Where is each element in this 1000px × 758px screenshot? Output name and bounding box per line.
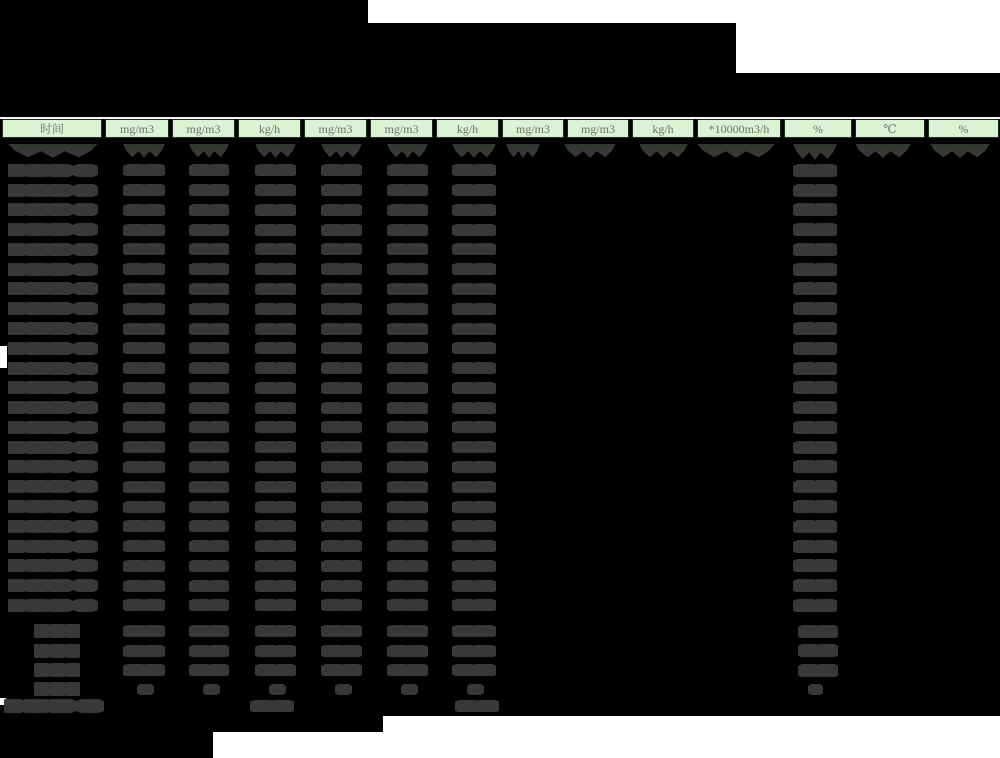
redacted-cell-text [123, 501, 165, 513]
redacted-cell-text [387, 243, 428, 255]
redacted-cell-text [255, 421, 296, 433]
redacted-cell-text [452, 303, 496, 315]
redacted-cell-text [189, 481, 229, 493]
redacted-cell-text [255, 283, 296, 295]
redacted-cell-text [793, 579, 837, 592]
redacted-cell-text [452, 224, 496, 236]
summary-row [0, 663, 1000, 683]
redacted-cell-text [506, 144, 540, 159]
table-row [0, 457, 1000, 477]
redacted-cell-text [930, 144, 990, 159]
redacted-cell-text [255, 501, 296, 513]
redacted-cell-text [255, 664, 296, 676]
redacted-cell-text [387, 599, 428, 611]
redacted-datetime [8, 243, 98, 256]
redacted-cell-text [189, 323, 229, 335]
redacted-cell-text [387, 441, 428, 453]
redacted-cell-text [321, 421, 362, 433]
header-cell-5: mg/m3 [370, 119, 433, 138]
header-cell-0: 时间 [2, 119, 102, 138]
table-row [0, 536, 1000, 556]
redacted-cell-text [452, 204, 496, 216]
redacted-cell-text [321, 204, 362, 216]
redacted-cell-text [798, 664, 838, 677]
redacted-cell-text [123, 303, 165, 315]
redacted-cell-text [321, 382, 362, 394]
header-cell-6: kg/h [436, 119, 499, 138]
redacted-cell-text [123, 540, 165, 552]
redacted-datetime [8, 322, 98, 335]
redacted-cell-text [189, 283, 229, 295]
redacted-cell-text [123, 184, 165, 196]
redacted-datetime [8, 421, 98, 434]
header-cell-10: *10000m3/h [697, 119, 781, 138]
redacted-cell-text [793, 342, 837, 355]
redacted-cell-text [189, 402, 229, 414]
redacted-cell-text [452, 263, 496, 275]
redacted-cell-text [123, 580, 165, 592]
redacted-cell-text [189, 645, 229, 657]
redacted-cell-text [387, 283, 428, 295]
redacted-cell-text [189, 501, 229, 513]
table-row [0, 200, 1000, 220]
redacted-cell-text [793, 599, 837, 612]
table-row [0, 378, 1000, 398]
redacted-cell-text [189, 461, 229, 473]
redacted-cell-text [123, 342, 165, 354]
table-row [0, 556, 1000, 576]
redacted-cell-text [255, 520, 296, 532]
redacted-cell-text [387, 144, 428, 159]
table-row [0, 516, 1000, 536]
header-cell-1: mg/m3 [105, 119, 169, 138]
redacted-cell-text [321, 323, 362, 335]
redacted-cell-text [321, 303, 362, 315]
redacted-cell-text [321, 362, 362, 374]
redacted-cell-text [189, 144, 229, 159]
redacted-cell-text [452, 625, 496, 637]
redacted-cell-text [255, 263, 296, 275]
redacted-cell-text [452, 184, 496, 196]
redacted-datetime [8, 460, 98, 473]
redacted-cell-text [123, 323, 165, 335]
redacted-cell-text [321, 263, 362, 275]
table-row [0, 497, 1000, 517]
redacted-datetime [8, 381, 98, 394]
redacted-cell-text [123, 283, 165, 295]
redacted-cell-text [123, 382, 165, 394]
redacted-cell-text [123, 645, 165, 657]
redacted-datetime [8, 520, 98, 533]
redacted-cell-text [189, 362, 229, 374]
redacted-cell-text [452, 520, 496, 532]
redacted-datetime [8, 282, 98, 295]
redacted-cell-text [321, 441, 362, 453]
redacted-datetime [8, 184, 98, 197]
redacted-cell-text [321, 144, 362, 159]
redacted-cell-text [697, 144, 775, 159]
redacted-cell-text [189, 243, 229, 255]
redacted-cell-text [387, 184, 428, 196]
redacted-cell-text [452, 283, 496, 295]
redacted-cell-text [793, 441, 837, 454]
redacted-cell-text [452, 402, 496, 414]
table-row [0, 299, 1000, 319]
redacted-cell-text [335, 684, 352, 695]
redacted-cell-text [255, 164, 296, 176]
redacted-summary-label [4, 699, 104, 713]
redacted-cell-text [189, 580, 229, 592]
header-cell-9: kg/h [632, 119, 694, 138]
redacted-cell-text [123, 362, 165, 374]
redacted-cell-text [255, 481, 296, 493]
redacted-cell-text [189, 342, 229, 354]
redacted-cell-text [123, 664, 165, 676]
redacted-cell-text [189, 382, 229, 394]
redacted-cell-text [793, 381, 837, 394]
redacted-cell-text [855, 144, 911, 159]
redacted-cell-text [255, 362, 296, 374]
redacted-cell-text [387, 560, 428, 572]
redacted-datetime [8, 164, 98, 177]
redacted-cell-text [793, 223, 837, 236]
redacted-cell-text [189, 421, 229, 433]
redacted-cell-text [793, 243, 837, 256]
redacted-cell-text [387, 461, 428, 473]
redacted-cell-text [123, 560, 165, 572]
redacted-cell-text [255, 461, 296, 473]
redacted-cell-text [189, 560, 229, 572]
redacted-cell-text [255, 303, 296, 315]
redacted-cell-text [321, 520, 362, 532]
redacted-cell-text [452, 560, 496, 572]
redacted-cell-text [387, 204, 428, 216]
redacted-cell-text [321, 224, 362, 236]
redacted-cell-text [452, 164, 496, 176]
redacted-cell-text [123, 625, 165, 637]
redacted-datetime [8, 579, 98, 592]
redacted-datetime [8, 599, 98, 612]
redacted-cell-text [793, 164, 837, 177]
redacted-cell-text [189, 540, 229, 552]
redacted-cell-text [793, 500, 837, 513]
table-row [0, 141, 1000, 161]
redacted-cell-text [452, 421, 496, 433]
redacted-cell-text [123, 481, 165, 493]
redacted-datetime [8, 559, 98, 572]
redacted-cell-text [793, 421, 837, 434]
redacted-cell-text [123, 164, 165, 176]
redacted-cell-text [452, 144, 496, 159]
redacted-cell-text [203, 684, 220, 695]
redacted-cell-text [793, 559, 837, 572]
header-cell-8: mg/m3 [567, 119, 629, 138]
redacted-cell-text [387, 625, 428, 637]
header-cell-3: kg/h [238, 119, 301, 138]
redacted-cell-text [123, 263, 165, 275]
redacted-datetime [8, 223, 98, 236]
redacted-cell-text [189, 625, 229, 637]
redacted-cell-text [387, 580, 428, 592]
redacted-cell-text [189, 204, 229, 216]
redacted-cell-text [321, 283, 362, 295]
redacted-cell-text [321, 625, 362, 637]
table-row [0, 398, 1000, 418]
redacted-cell-text [255, 599, 296, 611]
redacted-cell-text [793, 460, 837, 473]
redacted-cell-text [452, 540, 496, 552]
redacted-cell-text [189, 664, 229, 676]
redacted-cell-text [387, 520, 428, 532]
redacted-datetime [8, 441, 98, 454]
redacted-cell-text [123, 520, 165, 532]
table-row [0, 259, 1000, 279]
table-row [0, 477, 1000, 497]
redacted-summary-label [34, 644, 80, 658]
redacted-cell-text [798, 625, 838, 638]
summary-row [0, 644, 1000, 664]
redacted-cell-text [387, 303, 428, 315]
redacted-cell-text [452, 243, 496, 255]
redacted-cell-text [321, 580, 362, 592]
redacted-cell-text [123, 243, 165, 255]
redacted-cell-text [321, 461, 362, 473]
redacted-cell-text [387, 342, 428, 354]
redacted-cell-text [387, 263, 428, 275]
redacted-cell-text [564, 144, 616, 159]
redacted-cell-text [123, 224, 165, 236]
redacted-cell-text [269, 684, 286, 695]
table-row [0, 220, 1000, 240]
redacted-title-block-2 [0, 23, 736, 73]
table-row [0, 180, 1000, 200]
redacted-cell-text [123, 599, 165, 611]
redacted-cell-text [452, 461, 496, 473]
redacted-summary-label [34, 682, 80, 696]
redacted-cell-text [189, 441, 229, 453]
redacted-cell-text [255, 342, 296, 354]
redacted-cell-text [123, 441, 165, 453]
redacted-cell-text [255, 580, 296, 592]
redacted-summary-label [34, 624, 80, 638]
redacted-cell-text [255, 402, 296, 414]
redacted-cell-text [255, 323, 296, 335]
header-cell-7: mg/m3 [502, 119, 564, 138]
table-row [0, 279, 1000, 299]
redacted-datetime [8, 203, 98, 216]
redacted-cell-text [123, 204, 165, 216]
redacted-cell-text [793, 282, 837, 295]
redacted-cell-text [255, 382, 296, 394]
redacted-cell-text [808, 684, 823, 695]
redacted-cell-text [321, 560, 362, 572]
redacted-cell-text [123, 461, 165, 473]
redacted-datetime [8, 480, 98, 493]
redacted-datetime [8, 342, 98, 355]
redacted-title-block-1 [0, 0, 368, 23]
table-row [0, 239, 1000, 259]
header-cell-12: ℃ [855, 119, 925, 138]
redacted-cell-text [798, 644, 838, 657]
redacted-footer-block-2 [0, 732, 213, 758]
redacted-cell-text [793, 540, 837, 553]
redacted-cell-text [321, 599, 362, 611]
redacted-cell-text [387, 362, 428, 374]
redacted-cell-text [793, 144, 837, 161]
redacted-cell-text [793, 302, 837, 315]
redacted-datetime [8, 302, 98, 315]
redacted-cell-text [467, 684, 484, 695]
redacted-cell-text [793, 401, 837, 414]
table-row [0, 160, 1000, 180]
redacted-datetime [8, 500, 98, 513]
redacted-cell-text [255, 625, 296, 637]
redacted-cell-text [387, 164, 428, 176]
redacted-cell-text [250, 700, 294, 712]
redacted-cell-text [387, 501, 428, 513]
redacted-cell-text [123, 144, 165, 159]
redacted-cell-text [189, 263, 229, 275]
table-row [0, 358, 1000, 378]
redacted-cell-text [387, 645, 428, 657]
redacted-cell-text [387, 421, 428, 433]
redacted-cell-text [793, 263, 837, 276]
summary-row [0, 699, 1000, 719]
table-row [0, 576, 1000, 596]
redacted-cell-text [255, 645, 296, 657]
table-row [0, 437, 1000, 457]
redacted-cell-text [452, 599, 496, 611]
redacted-cell-text [321, 664, 362, 676]
redacted-cell-text [321, 402, 362, 414]
redacted-cell-text [321, 184, 362, 196]
redacted-datetime [8, 540, 98, 553]
redacted-cell-text [321, 342, 362, 354]
redacted-cell-text [255, 184, 296, 196]
redacted-datetime [8, 263, 98, 276]
redacted-datetime [8, 144, 98, 159]
redacted-cell-text [452, 481, 496, 493]
redacted-cell-text [455, 700, 499, 712]
redacted-cell-text [321, 481, 362, 493]
redacted-cell-text [321, 540, 362, 552]
table-row [0, 417, 1000, 437]
redacted-cell-text [321, 164, 362, 176]
header-cell-13: % [928, 119, 999, 138]
redacted-cell-text [639, 144, 688, 159]
redacted-cell-text [793, 480, 837, 493]
redacted-cell-text [255, 560, 296, 572]
table-row [0, 595, 1000, 615]
redacted-datetime [8, 362, 98, 375]
redacted-cell-text [387, 224, 428, 236]
redacted-cell-text [452, 342, 496, 354]
redacted-cell-text [123, 402, 165, 414]
redacted-cell-text [255, 540, 296, 552]
header-cell-2: mg/m3 [172, 119, 235, 138]
summary-row [0, 624, 1000, 644]
redacted-cell-text [793, 322, 837, 335]
redacted-cell-text [189, 184, 229, 196]
header-cell-4: mg/m3 [304, 119, 367, 138]
redacted-cell-text [793, 520, 837, 533]
redacted-cell-text [189, 164, 229, 176]
redacted-cell-text [452, 580, 496, 592]
redacted-cell-text [452, 382, 496, 394]
redacted-cell-text [793, 362, 837, 375]
redacted-cell-text [387, 382, 428, 394]
redacted-cell-text [452, 645, 496, 657]
redacted-cell-text [387, 323, 428, 335]
redacted-cell-text [189, 303, 229, 315]
redacted-cell-text [793, 184, 837, 197]
redacted-cell-text [401, 684, 418, 695]
redacted-cell-text [255, 243, 296, 255]
redacted-cell-text [321, 501, 362, 513]
redacted-cell-text [387, 664, 428, 676]
redacted-cell-text [793, 203, 837, 216]
redacted-cell-text [321, 645, 362, 657]
redacted-cell-text [123, 421, 165, 433]
redacted-datetime [8, 401, 98, 414]
table-row [0, 319, 1000, 339]
redacted-cell-text [321, 243, 362, 255]
table-row [0, 338, 1000, 358]
redacted-cell-text [452, 441, 496, 453]
redacted-cell-text [137, 684, 154, 695]
redacted-cell-text [255, 204, 296, 216]
redacted-cell-text [452, 362, 496, 374]
redacted-cell-text [452, 501, 496, 513]
redacted-cell-text [255, 224, 296, 236]
redacted-cell-text [189, 520, 229, 532]
redacted-summary-label [34, 663, 80, 677]
redacted-cell-text [387, 402, 428, 414]
header-cell-11: % [784, 119, 852, 138]
redacted-cell-text [452, 323, 496, 335]
redacted-cell-text [255, 144, 296, 159]
redacted-cell-text [387, 540, 428, 552]
redacted-cell-text [452, 664, 496, 676]
redacted-cell-text [387, 481, 428, 493]
redacted-cell-text [255, 441, 296, 453]
redacted-cell-text [189, 224, 229, 236]
redacted-cell-text [189, 599, 229, 611]
